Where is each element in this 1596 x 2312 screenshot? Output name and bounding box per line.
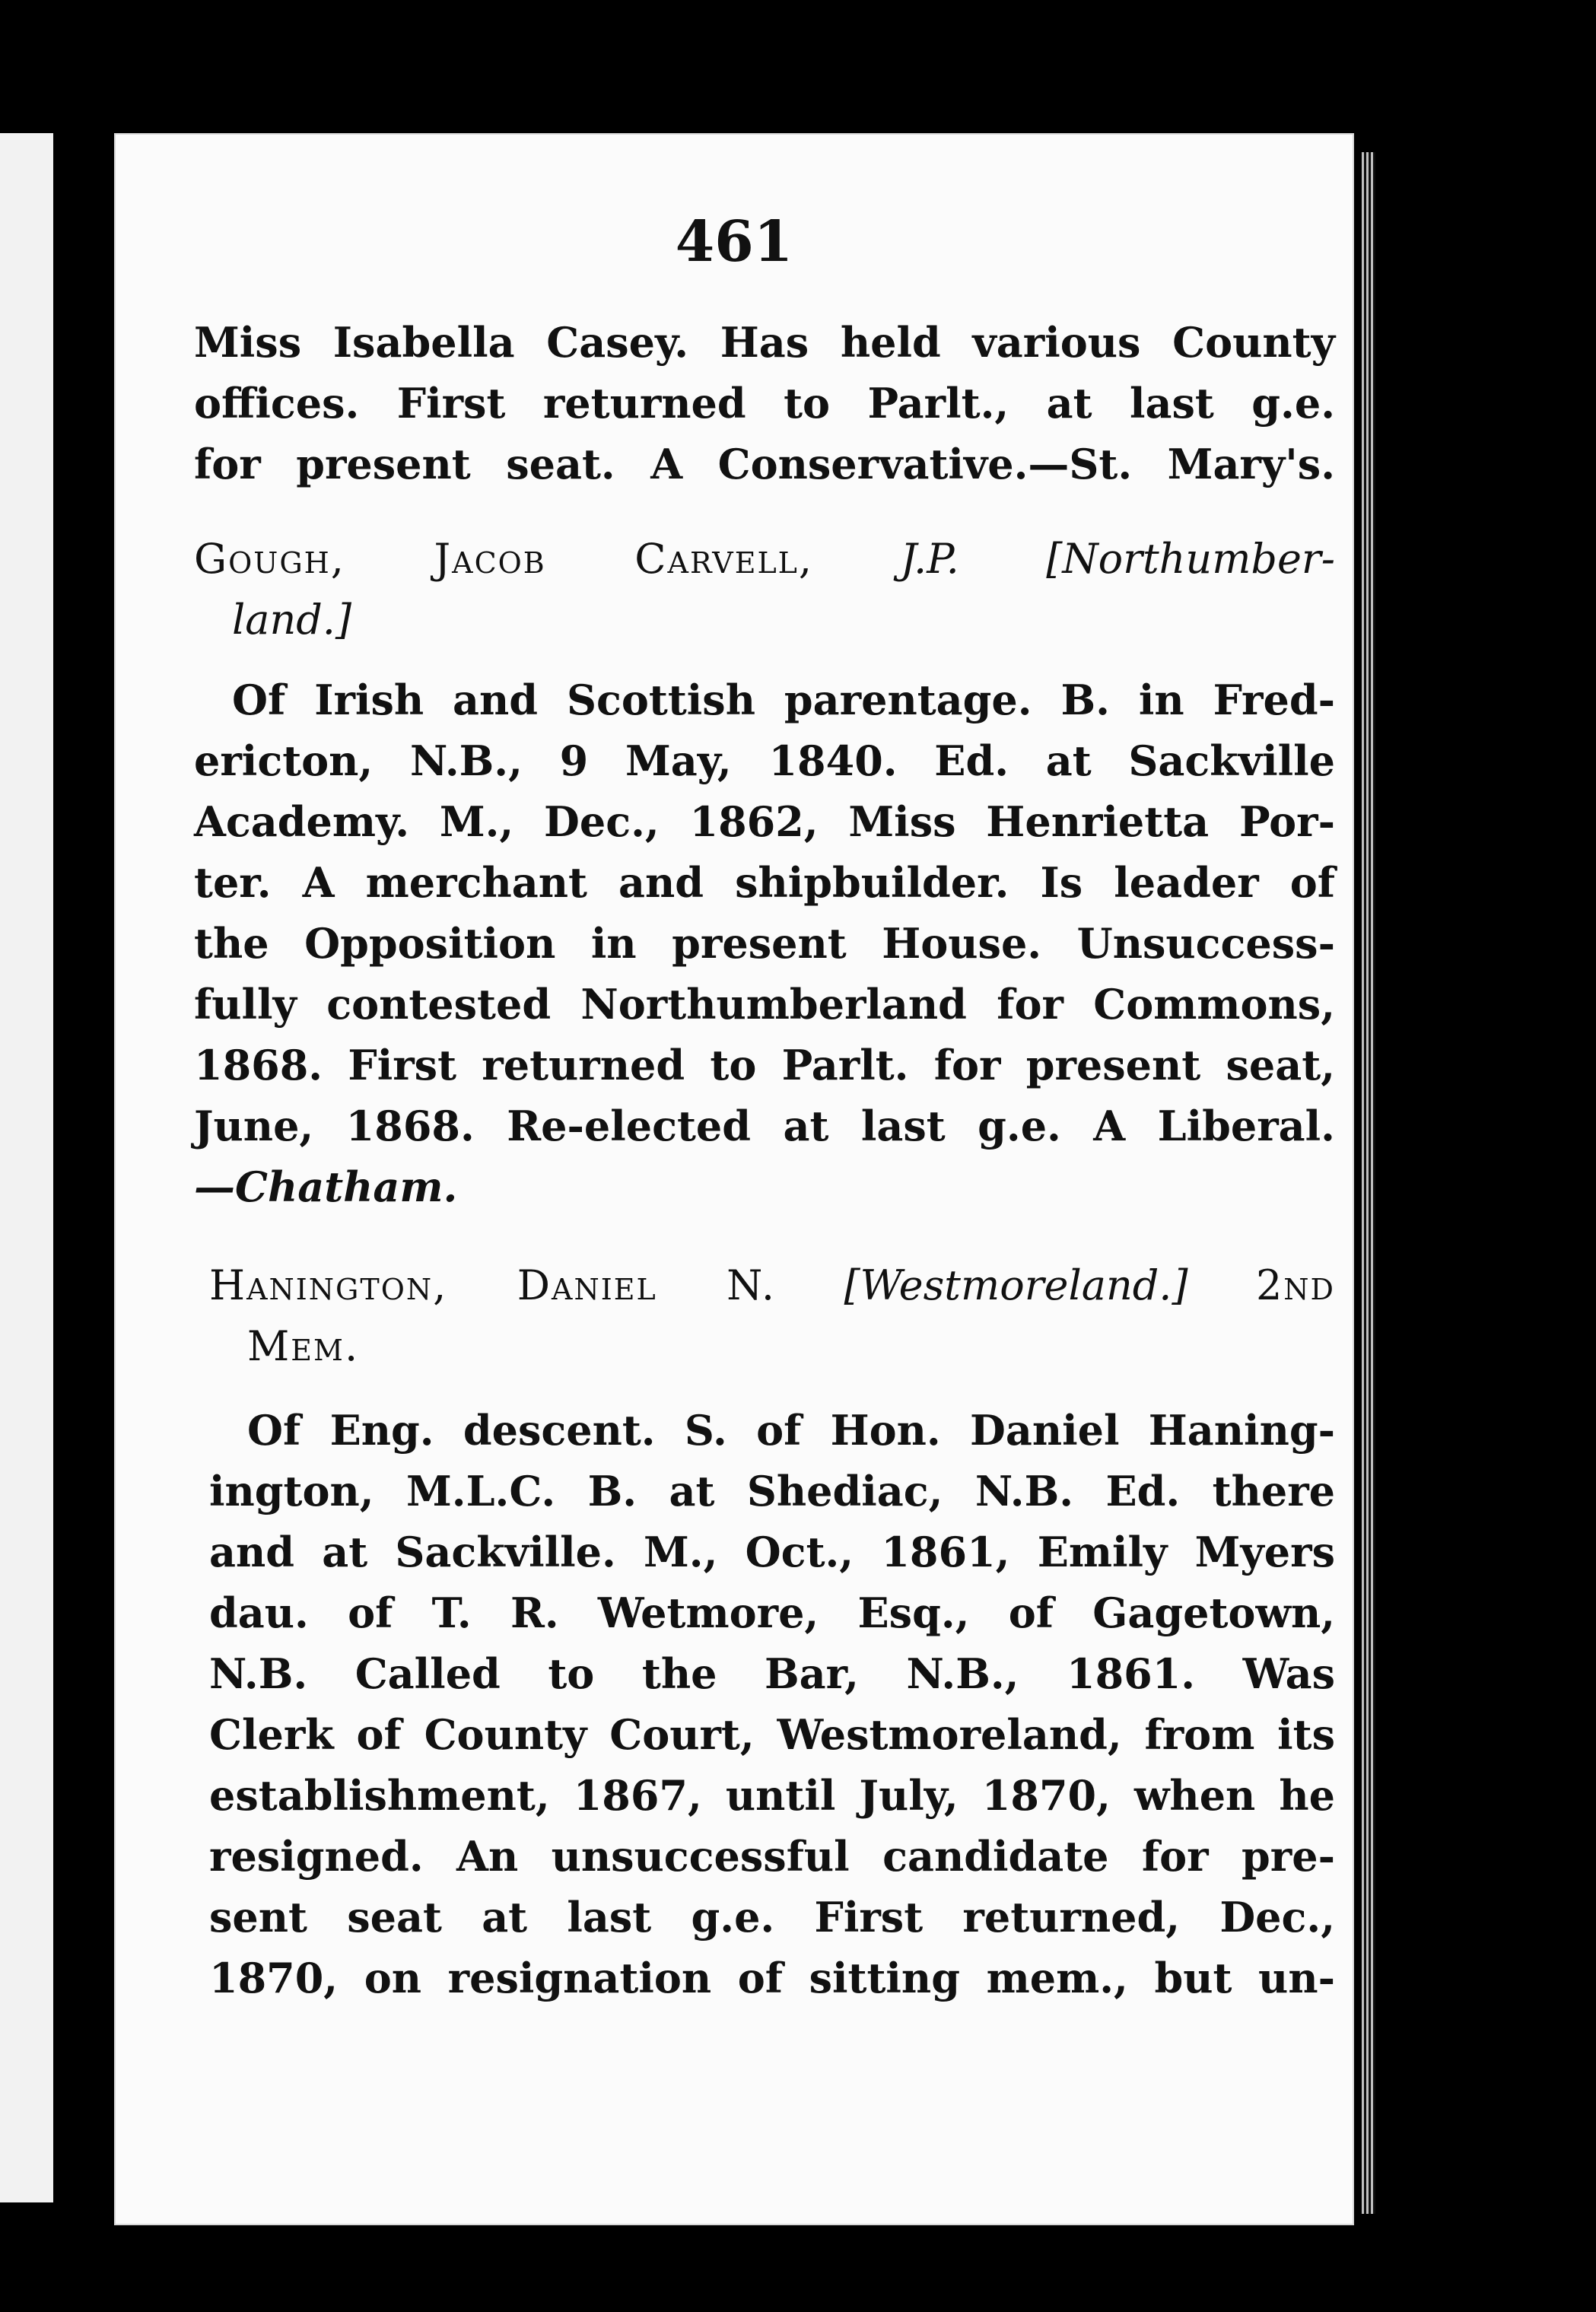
member-seat-continued: Mem. (247, 1322, 360, 1370)
text-line: fully contested Northumberland for Commons, (194, 980, 1335, 1029)
constituency: [Northumber- (1046, 535, 1335, 583)
residence: —Chatham. (194, 1162, 458, 1211)
text-line: June, 1868. Re-elected at last g.e. A Liberal. (194, 1102, 1335, 1150)
text-line: ter. A merchant and shipbuilder. Is leader of (194, 858, 1335, 907)
member-name: Gough, Jacob Carvell, (194, 535, 814, 583)
gough-heading (194, 529, 1335, 650)
adjacent-page-strip (0, 133, 53, 2202)
heading-line (209, 1255, 1335, 1316)
text-line: sent seat at last g.e. First returned, Dec., (209, 1893, 1335, 1942)
text-line: Clerk of County Court, Westmoreland, from its (209, 1710, 1335, 1759)
continuation-paragraph (194, 312, 1335, 495)
gough-biography (194, 669, 1335, 1217)
book-page (114, 133, 1354, 2225)
hanington-heading (209, 1255, 1335, 1377)
text-line: the Opposition in present House. Unsuccess- (194, 919, 1335, 968)
text-line: N.B. Called to the Bar, N.B., 1861. Was (209, 1649, 1335, 1698)
text-line: for present seat. A Conservative.—St. Mary's. (194, 440, 1335, 488)
text-line: Of Irish and Scottish parentage. B. in Fred- (232, 676, 1335, 724)
text-line: dau. of T. R. Wetmore, Esq., of Gagetown, (209, 1589, 1335, 1637)
hanington-biography (209, 1400, 1335, 2008)
text-line: Academy. M., Dec., 1862, Miss Henrietta Por- (194, 797, 1335, 846)
text-line: establishment, 1867, until July, 1870, when he (209, 1771, 1335, 1820)
member-name: Hanington, Daniel N. (209, 1261, 777, 1309)
text-line: ericton, N.B., 9 May, 1840. Ed. at Sackville (194, 736, 1335, 785)
member-seat: 2nd (1255, 1261, 1336, 1309)
constituency-continued: land.] (232, 596, 352, 644)
text-line: and at Sackville. M., Oct., 1861, Emily Myers (209, 1528, 1335, 1576)
text-line: resigned. An unsuccessful candidate for pre- (209, 1832, 1335, 1881)
page-edge (1362, 152, 1375, 2214)
page-number: 461 (675, 209, 793, 275)
text-line: 1870, on resignation of sitting mem., but un- (209, 1954, 1335, 2002)
text-line: 1868. First returned to Parlt. for present seat, (194, 1041, 1335, 1089)
heading-line (194, 529, 1335, 590)
text-line: ington, M.L.C. B. at Shediac, N.B. Ed. there (209, 1467, 1335, 1515)
member-title: J.P. (900, 535, 959, 583)
text-line: offices. First returned to Parlt., at last g.e. (194, 379, 1335, 428)
constituency: [Westmoreland.] (844, 1261, 1188, 1309)
text-line: Of Eng. descent. S. of Hon. Daniel Haning- (247, 1406, 1335, 1455)
text-line: Miss Isabella Casey. Has held various County (194, 318, 1335, 367)
